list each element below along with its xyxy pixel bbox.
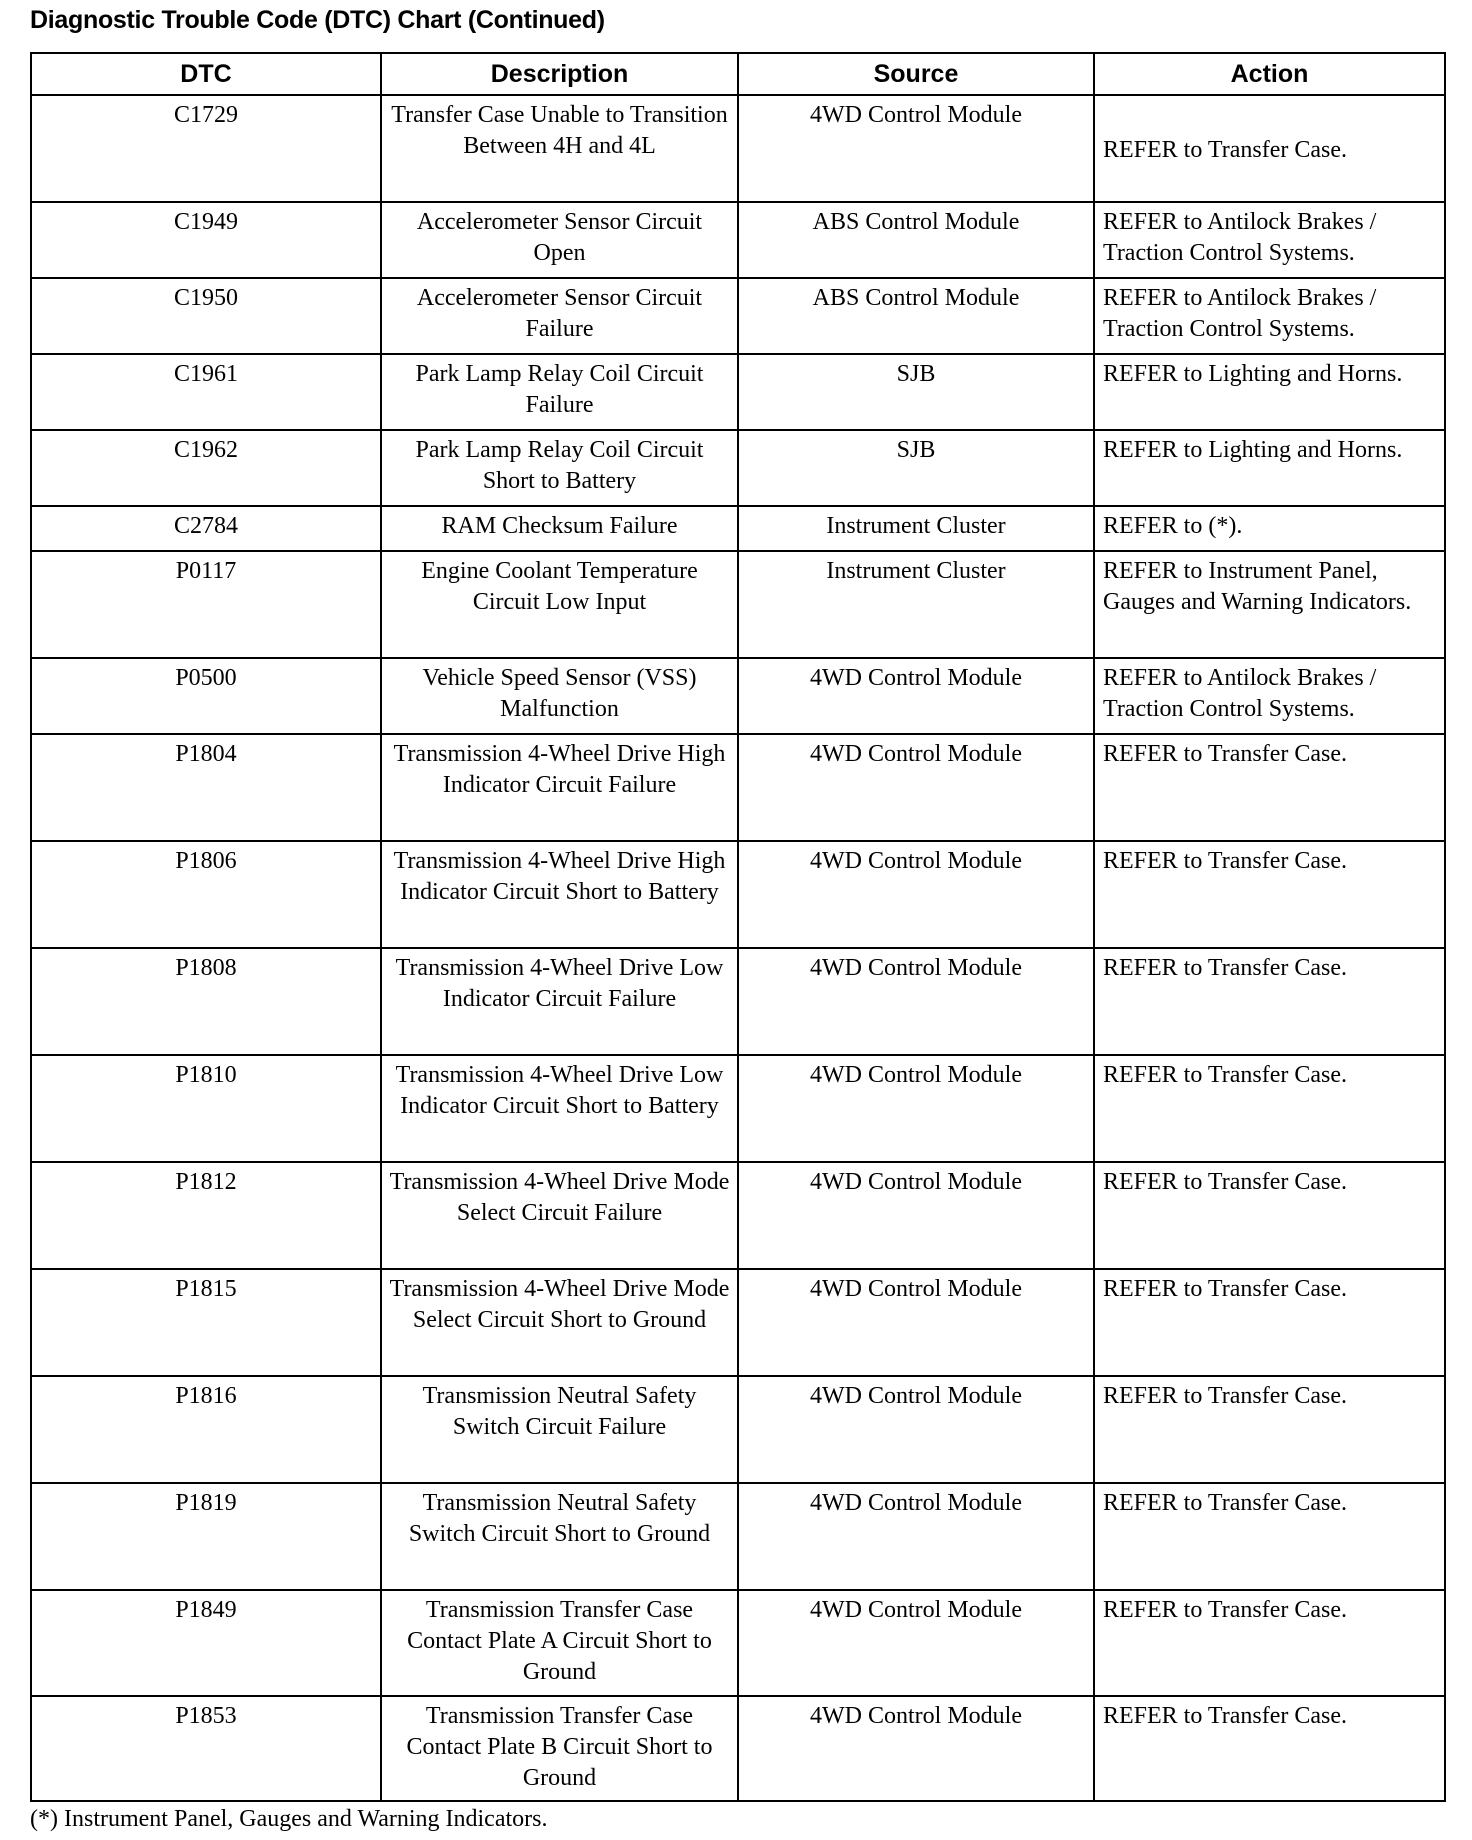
table-row <box>31 1162 1445 1269</box>
description-cell: Vehicle Speed Sensor (VSS) Malfunction <box>381 658 738 734</box>
table-row <box>31 948 1445 1055</box>
dtc-code-cell: P1808 <box>31 948 381 1055</box>
description-cell: Transmission Neutral Safety Switch Circuit Failure <box>381 1376 738 1483</box>
description-cell: Transmission 4-Wheel Drive High Indicator Circuit Failure <box>381 734 738 841</box>
dtc-code-cell: C1962 <box>31 430 381 506</box>
table-row <box>31 278 1445 354</box>
action-cell: REFER to Transfer Case. <box>1094 1162 1445 1269</box>
table-row <box>31 551 1445 658</box>
table-row <box>31 354 1445 430</box>
action-cell: REFER to Transfer Case. <box>1094 734 1445 841</box>
page-title: Diagnostic Trouble Code (DTC) Chart (Continued) <box>30 6 605 34</box>
source-cell: 4WD Control Module <box>738 658 1094 734</box>
action-cell: REFER to Transfer Case. <box>1094 95 1445 202</box>
action-cell: REFER to Antilock Brakes / Traction Control Systems. <box>1094 278 1445 354</box>
table-row <box>31 1055 1445 1162</box>
dtc-code-cell: P1810 <box>31 1055 381 1162</box>
description-cell: Transmission 4-Wheel Drive Low Indicator Circuit Short to Battery <box>381 1055 738 1162</box>
description-cell: RAM Checksum Failure <box>381 506 738 551</box>
dtc-code-cell: C1961 <box>31 354 381 430</box>
dtc-code-cell: P1815 <box>31 1269 381 1376</box>
action-cell: REFER to Transfer Case. <box>1094 1376 1445 1483</box>
action-cell: REFER to Transfer Case. <box>1094 1269 1445 1376</box>
dtc-code-cell: C1949 <box>31 202 381 278</box>
table-row <box>31 506 1445 551</box>
table-row <box>31 658 1445 734</box>
source-cell: SJB <box>738 354 1094 430</box>
description-cell: Engine Coolant Temperature Circuit Low Input <box>381 551 738 658</box>
action-cell: REFER to Transfer Case. <box>1094 948 1445 1055</box>
source-cell: ABS Control Module <box>738 278 1094 354</box>
dtc-code-cell: P1806 <box>31 841 381 948</box>
action-cell: REFER to Lighting and Horns. <box>1094 430 1445 506</box>
table-row <box>31 202 1445 278</box>
description-cell: Park Lamp Relay Coil Circuit Failure <box>381 354 738 430</box>
source-cell: ABS Control Module <box>738 202 1094 278</box>
source-cell: 4WD Control Module <box>738 1696 1094 1801</box>
description-cell: Transfer Case Unable to Transition Between 4H and 4L <box>381 95 738 202</box>
dtc-code-cell: P0500 <box>31 658 381 734</box>
source-cell: Instrument Cluster <box>738 551 1094 658</box>
dtc-code-cell: C1950 <box>31 278 381 354</box>
description-cell: Accelerometer Sensor Circuit Open <box>381 202 738 278</box>
description-cell: Transmission Transfer Case Contact Plate A Circuit Short to Ground <box>381 1590 738 1696</box>
source-cell: 4WD Control Module <box>738 1483 1094 1590</box>
source-cell: 4WD Control Module <box>738 1376 1094 1483</box>
table-row <box>31 1590 1445 1696</box>
table-row <box>31 1696 1445 1801</box>
action-cell: REFER to Antilock Brakes / Traction Control Systems. <box>1094 202 1445 278</box>
table-row <box>31 734 1445 841</box>
description-cell: Park Lamp Relay Coil Circuit Short to Battery <box>381 430 738 506</box>
footnote: (*) Instrument Panel, Gauges and Warning Indicators. <box>30 1806 548 1832</box>
action-cell: REFER to Transfer Case. <box>1094 1483 1445 1590</box>
header-source: Source <box>738 53 1094 95</box>
description-cell: Transmission 4-Wheel Drive High Indicator Circuit Short to Battery <box>381 841 738 948</box>
source-cell: 4WD Control Module <box>738 734 1094 841</box>
dtc-code-cell: P1812 <box>31 1162 381 1269</box>
header-action: Action <box>1094 53 1445 95</box>
table-row <box>31 95 1445 202</box>
source-cell: 4WD Control Module <box>738 948 1094 1055</box>
description-cell: Transmission 4-Wheel Drive Low Indicator Circuit Failure <box>381 948 738 1055</box>
action-cell: REFER to Instrument Panel, Gauges and Warning Indicators. <box>1094 551 1445 658</box>
header-row <box>31 53 1445 95</box>
source-cell: 4WD Control Module <box>738 95 1094 202</box>
source-cell: 4WD Control Module <box>738 1162 1094 1269</box>
action-cell: REFER to Transfer Case. <box>1094 1055 1445 1162</box>
dtc-code-cell: P1819 <box>31 1483 381 1590</box>
description-cell: Transmission 4-Wheel Drive Mode Select Circuit Short to Ground <box>381 1269 738 1376</box>
source-cell: Instrument Cluster <box>738 506 1094 551</box>
source-cell: 4WD Control Module <box>738 1269 1094 1376</box>
source-cell: SJB <box>738 430 1094 506</box>
source-cell: 4WD Control Module <box>738 1055 1094 1162</box>
description-cell: Transmission 4-Wheel Drive Mode Select Circuit Failure <box>381 1162 738 1269</box>
description-cell: Accelerometer Sensor Circuit Failure <box>381 278 738 354</box>
dtc-code-cell: C1729 <box>31 95 381 202</box>
description-cell: Transmission Transfer Case Contact Plate B Circuit Short to Ground <box>381 1696 738 1801</box>
action-cell: REFER to Lighting and Horns. <box>1094 354 1445 430</box>
dtc-code-cell: P1849 <box>31 1590 381 1696</box>
action-cell: REFER to Transfer Case. <box>1094 1696 1445 1801</box>
table-row <box>31 841 1445 948</box>
action-cell: REFER to Antilock Brakes / Traction Control Systems. <box>1094 658 1445 734</box>
dtc-code-cell: P1853 <box>31 1696 381 1801</box>
action-cell: REFER to (*). <box>1094 506 1445 551</box>
source-cell: 4WD Control Module <box>738 1590 1094 1696</box>
dtc-code-cell: C2784 <box>31 506 381 551</box>
action-cell: REFER to Transfer Case. <box>1094 1590 1445 1696</box>
header-dtc: DTC <box>31 53 381 95</box>
dtc-code-cell: P0117 <box>31 551 381 658</box>
header-description: Description <box>381 53 738 95</box>
table-row <box>31 1269 1445 1376</box>
table-row <box>31 1376 1445 1483</box>
description-cell: Transmission Neutral Safety Switch Circuit Short to Ground <box>381 1483 738 1590</box>
dtc-code-cell: P1804 <box>31 734 381 841</box>
action-cell: REFER to Transfer Case. <box>1094 841 1445 948</box>
table-row <box>31 430 1445 506</box>
dtc-code-cell: P1816 <box>31 1376 381 1483</box>
table-row <box>31 1483 1445 1590</box>
source-cell: 4WD Control Module <box>738 841 1094 948</box>
dtc-table <box>30 52 1446 1802</box>
